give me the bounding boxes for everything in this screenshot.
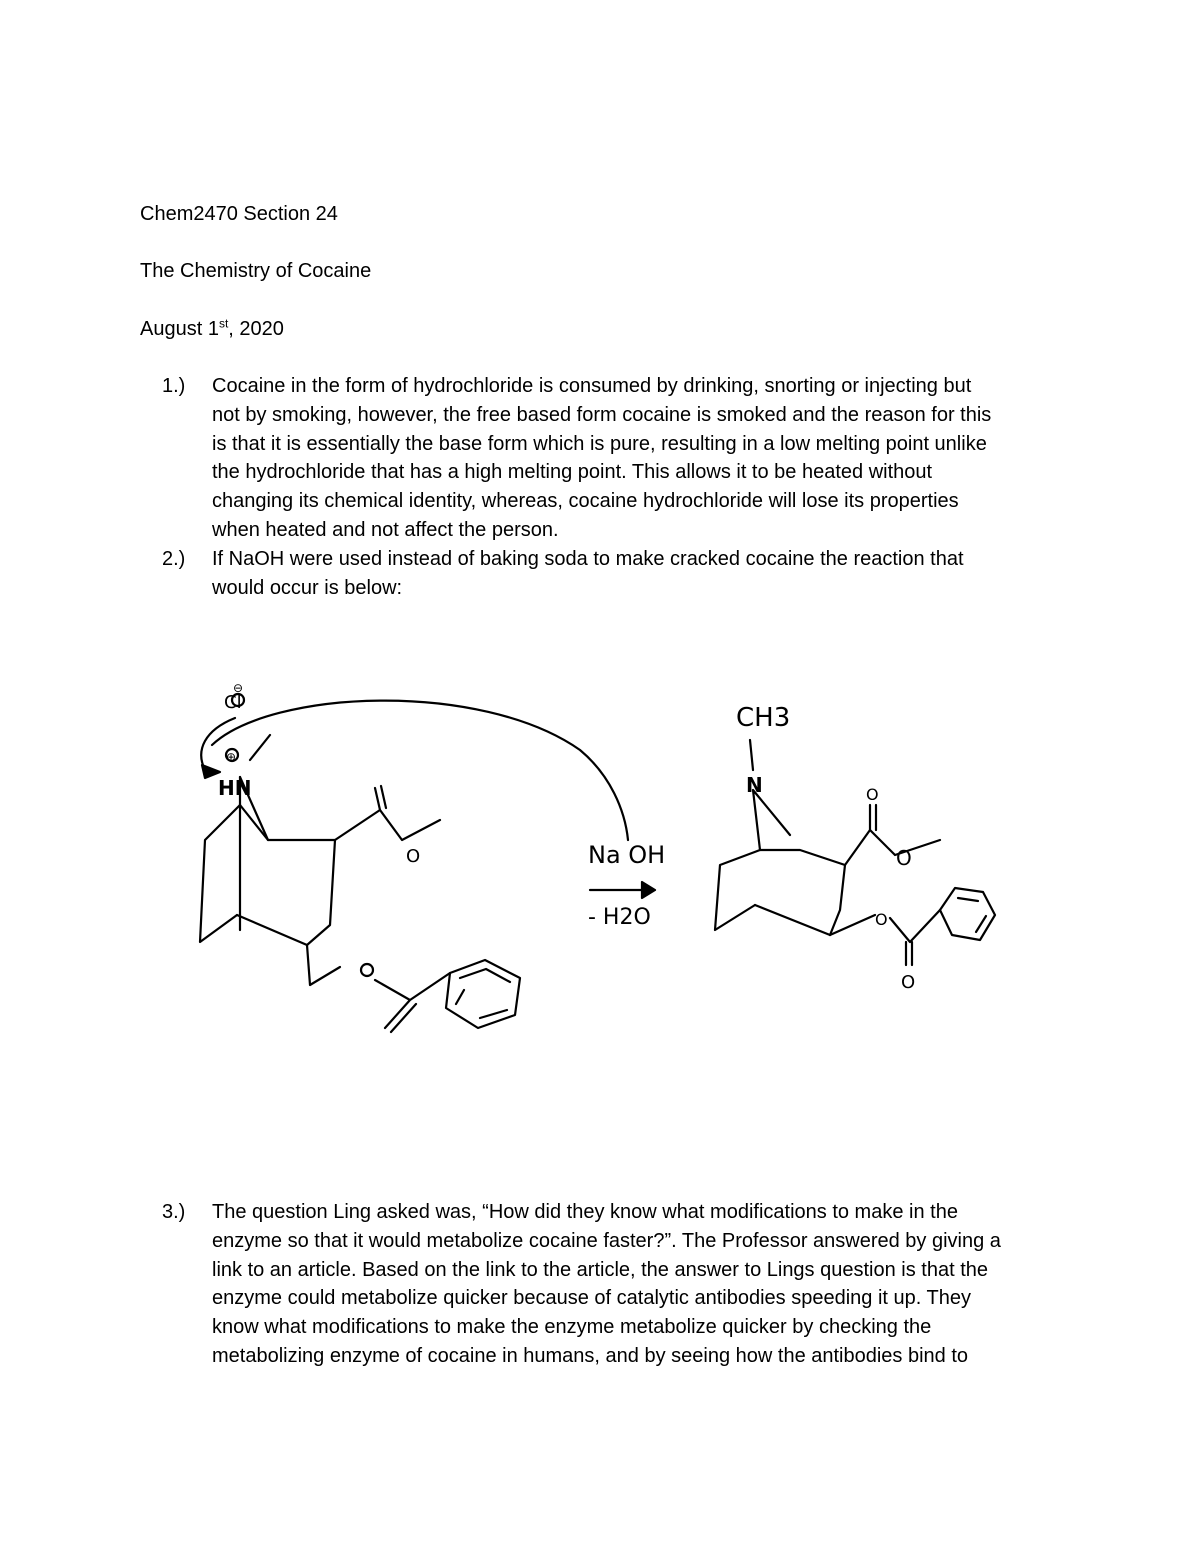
reactant-carbonyl: [375, 786, 386, 810]
reaction-figure: [180, 660, 1020, 1040]
date-prefix: August 1: [140, 318, 219, 340]
reactant-ring-left: [200, 805, 240, 942]
question-answer-text: Cocaine in the form of hydrochloride is consumed by drinking, snorting or injecting but not by smoking, however, the free based form cocaine is smoked and the reason for this is that it is essentially the base form which is pure, resulting in a low melting point unlike the hydrochloride that has a high melting point. This allows it to be heated without changing its chemical identity, whereas, cocaine hydrochloride will lose its properties when heated and not affect the person.: [212, 375, 992, 541]
chloride-charge: ⊖: [233, 681, 244, 695]
product-ring: [715, 850, 845, 935]
question-number: 1.): [162, 375, 186, 397]
reactant-benzene-inner: [456, 969, 510, 1018]
product-carbonyl: [870, 805, 876, 830]
chloride-label: Cl: [224, 692, 242, 713]
product-carbonyl-o-label: O: [866, 785, 879, 804]
date-superscript: st: [218, 316, 229, 331]
reactant-bridge-lower: [237, 915, 307, 945]
question-item: [162, 1198, 1062, 1371]
byproduct-label: - H2O: [588, 905, 651, 930]
product-benzoate-o-label: O: [875, 910, 888, 929]
product-ester: [845, 830, 940, 865]
product-n-methyl: [750, 740, 753, 770]
reaction-arrow: [590, 882, 655, 898]
question-item: [162, 372, 1062, 545]
question-number: 2.): [162, 548, 186, 570]
ammonium-charge: ⊕: [226, 750, 237, 764]
amine-label: HN: [218, 776, 252, 800]
course-heading: Chem2470 Section 24: [140, 203, 338, 225]
reactant-side-chain: [307, 945, 340, 985]
product-nitrogen-label: N: [746, 773, 763, 797]
benzoate-o-circle: [361, 964, 373, 976]
product-benzene: [940, 888, 995, 940]
product-n-bonds: [753, 790, 790, 850]
question-number: 3.): [162, 1201, 186, 1223]
question-answer-text: The question Ling asked was, “How did they know what modifications to make in the enzyme so that it would metabolize cocaine faster?”. The Professor answered by giving a link to an article. Based on the link to the article, the answer to Lings question is that the enzyme could metabolize quicker because of catalytic antibodies speeding it up. They know what modifications to make the enzyme metabolize quicker by checking the metabolizing enzyme of cocaine in humans, and by seeing how the antibodies bind to: [212, 1201, 1001, 1367]
reactant-ester-o-label: O: [406, 846, 421, 867]
product-benzoate-carbonyl-o-label: O: [901, 972, 916, 993]
reagent-label: Na OH: [588, 841, 666, 869]
assignment-title: The Chemistry of Cocaine: [140, 260, 372, 282]
product-methyl-label: CH3: [736, 703, 791, 733]
date-suffix: , 2020: [228, 318, 284, 340]
reactant-methyl: [250, 735, 270, 760]
proton-transfer-arrow: [212, 701, 628, 840]
question-answer-text: If NaOH were used instead of baking soda to make cracked cocaine the reaction that would occur is below:: [212, 548, 964, 599]
question-item: [162, 545, 1062, 603]
product-ester-o-label: O: [896, 846, 912, 870]
reactant-ester-bond: [335, 810, 440, 840]
date-line: [140, 317, 284, 341]
reactant-bridge: [240, 805, 335, 945]
reactant-benzoyl: [375, 973, 450, 1032]
product-bridge-lower: [755, 905, 830, 935]
reaction-drawing: [180, 660, 1020, 1040]
product-benzene-inner: [958, 898, 986, 932]
